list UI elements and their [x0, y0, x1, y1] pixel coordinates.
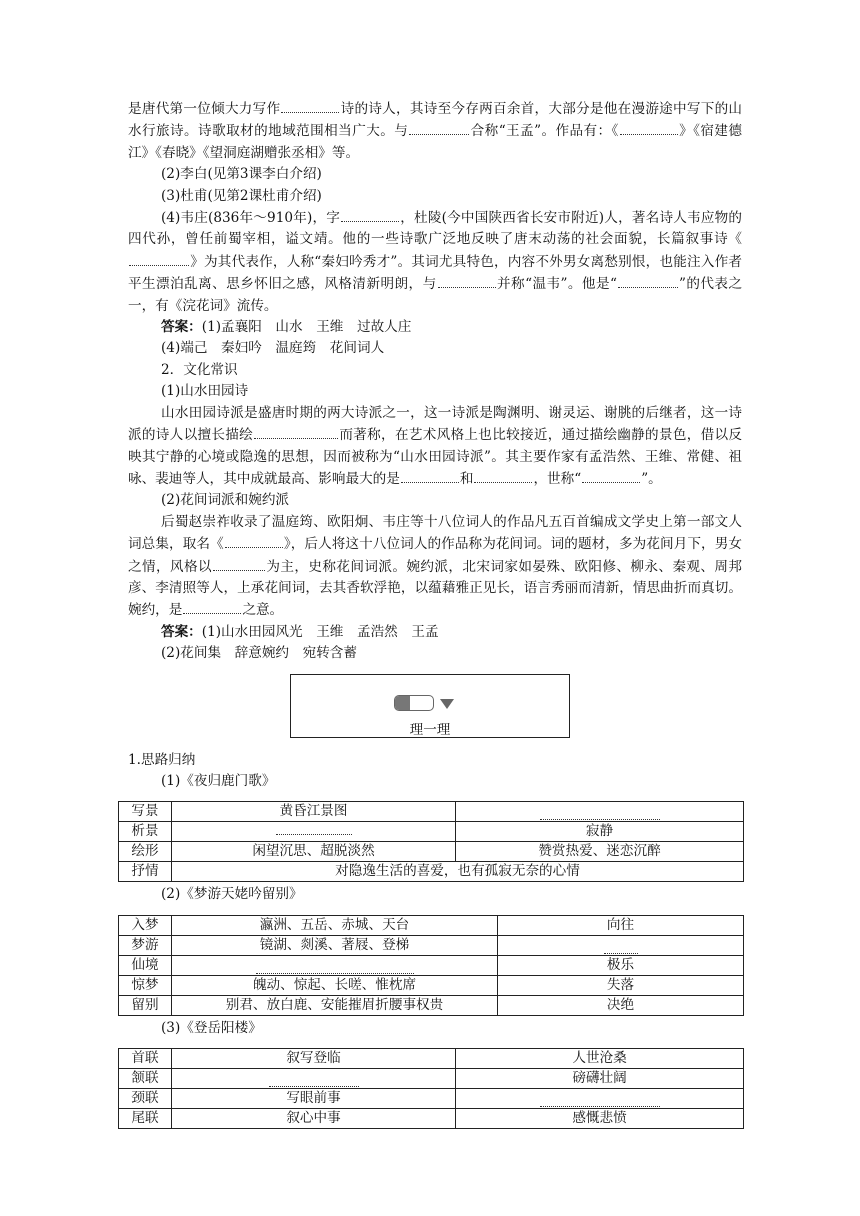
- table-cell: 写眼前事: [172, 1089, 456, 1109]
- answer-line: [128, 317, 742, 338]
- table-cell: 人世沧桑: [456, 1049, 744, 1069]
- table-row: [119, 995, 744, 1015]
- table-title: (3)《登岳阳楼》: [161, 1019, 262, 1036]
- fill-blank: [618, 273, 678, 288]
- text: 为主，史称花间词派。婉约派，北宋词家如晏殊、欧阳修、柳永、秦观、周邦彦、李清照等人，上承花间词，去其香软浮艳，以蕴藉雅正见长，语言秀丽而清新，情思曲折而真切。婉约，是: [128, 558, 742, 619]
- table-row: [119, 842, 744, 862]
- table-cell: 向往: [498, 915, 744, 935]
- fill-blank: [401, 468, 459, 483]
- row-label: 绘形: [119, 842, 172, 862]
- section-heading: 1.思路归纳: [128, 751, 196, 768]
- fill-blank: [225, 533, 283, 548]
- table-yueyang-tower: [118, 1048, 744, 1129]
- table-cell: [172, 822, 456, 842]
- text: (1)山水田园风光 王维 孟浩然 王孟: [201, 623, 439, 640]
- fill-blank: [341, 207, 399, 222]
- table-row: [119, 915, 744, 935]
- fill-blank: [582, 468, 640, 483]
- fill-blank: [256, 961, 414, 974]
- table-cell: 感慨悲愤: [456, 1109, 744, 1129]
- table-row: [119, 802, 744, 822]
- fill-blank: [183, 599, 241, 614]
- text: 并称“温韦”。他是“: [496, 276, 617, 293]
- table-night-return: [118, 801, 744, 882]
- row-label: 析景: [119, 822, 172, 842]
- table-title: (1)《夜归鹿门歌》: [161, 772, 276, 789]
- fill-blank: [213, 556, 265, 571]
- row-label: 首联: [119, 1049, 172, 1069]
- table-cell: 磅礴壮阔: [456, 1069, 744, 1089]
- text: 》为其代表作，人称“秦妇吟秀才”。其词尤具特色，内容不外男女离愁别恨，也能注入作者平生漂泊乱离、思乡怀旧之感，风格清新明朗，与: [128, 253, 742, 293]
- answer-label: 答案：: [161, 623, 202, 640]
- table-cell: 决绝: [498, 995, 744, 1015]
- row-label: 惊梦: [119, 975, 172, 995]
- table-cell: 闲望沉思、超脱淡然: [172, 842, 456, 862]
- table-cell: [456, 1089, 744, 1109]
- table-cell: 魄动、惊起、长嗟、惟枕席: [172, 975, 498, 995]
- answer-line: [128, 622, 742, 643]
- table-row: [119, 955, 744, 975]
- row-label: 梦游: [119, 935, 172, 955]
- fill-blank: [474, 468, 532, 483]
- table-cell: 瀛洲、五岳、赤城、天台: [172, 915, 498, 935]
- answer-line: (2)花间集 辞意婉约 宛转含蓄: [161, 645, 357, 662]
- fill-blank: [129, 251, 189, 266]
- fill-blank: [409, 120, 469, 135]
- row-label: 写景: [119, 802, 172, 822]
- text: 后蜀赵崇祚收录了温庭筠、欧阳炯、韦庄等十八位词人的作品凡五百首编成文学史上第一部文人词总集，取名《: [128, 513, 742, 553]
- fill-blank: [620, 120, 678, 135]
- table-cell: 极乐: [498, 955, 744, 975]
- text: 而著称，在艺术风格上也比较接近，通过描绘幽静的景色，借以反映其宁静的心境或隐逸的思想，因而被称为“山水田园诗派”。其主要作家有孟浩然、王维、常健、祖咏、裴迪等人，其中成就最高、影响最大的是: [128, 427, 743, 487]
- text: (4)韦庄(836年～910年)，字: [161, 210, 341, 227]
- fill-blank: [540, 807, 660, 820]
- section-heading: 2．文化常识: [161, 361, 238, 378]
- li-bai-line: (2)李白(见第3课李白介绍): [161, 166, 322, 183]
- document-page: [128, 98, 742, 1129]
- table-cell: [498, 935, 744, 955]
- huajian-paragraph: [128, 512, 742, 622]
- text: ”的代表之一，有《浣花词》流传。: [128, 276, 742, 314]
- table-cell: 对隐逸生活的喜爱，也有孤寂无奈的心情: [172, 862, 744, 882]
- fill-blank: [269, 1074, 359, 1087]
- text: 合称“王孟”。作品有：《: [470, 123, 619, 140]
- row-label: 尾联: [119, 1109, 172, 1129]
- table-row: [119, 975, 744, 995]
- text: 是唐代第一位倾大力写作: [128, 101, 281, 117]
- text: 和: [459, 470, 474, 487]
- table-cell: [172, 955, 498, 975]
- table-cell: 黄昏江景图: [172, 802, 456, 822]
- table-row: [119, 822, 744, 842]
- fill-blank: [540, 1094, 660, 1107]
- shanshui-paragraph: [128, 403, 742, 491]
- fill-blank: [438, 273, 496, 288]
- table-cell: [456, 802, 744, 822]
- section-banner: [290, 674, 570, 738]
- wei-zhuang-paragraph: [128, 207, 742, 317]
- table-cell: 叙写登临: [172, 1049, 456, 1069]
- table-cell: [172, 1069, 456, 1089]
- text: 之意。: [242, 602, 284, 619]
- text: ，杜陵(今中国陕西省长安市附近)人，著名诗人韦应物的四代孙，曾任前蜀宰相，谥文靖。他的一些诗歌广泛地反映了唐末动荡的社会面貌，长篇叙事诗《: [128, 210, 742, 248]
- table-dream-tianmu: [118, 915, 744, 1016]
- fill-blank: [276, 822, 352, 835]
- text: 山水田园诗派是盛唐时期的两大诗派之一，这一诗派是陶渊明、谢灵运、谢朓的后继者，这一诗派的诗人以擅长描绘: [128, 404, 742, 444]
- table-title: (2)《梦游天姥吟留别》: [161, 886, 303, 903]
- text: 》，后人将这十八位词人的作品称为花间词。词的题材，多为花间月下，男女之情，风格以: [128, 536, 742, 575]
- table-cell: 镜湖、剡溪、著屐、登梯: [172, 935, 498, 955]
- fill-blank: [604, 941, 638, 954]
- table-row: [119, 1089, 744, 1109]
- text: ，世称“: [533, 470, 582, 487]
- row-label: 留别: [119, 995, 172, 1015]
- row-label: 仙境: [119, 955, 172, 975]
- fill-blank: [254, 424, 338, 439]
- answer-label: 答案：: [161, 319, 202, 336]
- du-fu-line: (3)杜甫(见第2课杜甫介绍): [161, 187, 322, 204]
- row-label: 抒情: [119, 862, 172, 882]
- table-row: [119, 1069, 744, 1089]
- table-row: [119, 862, 744, 882]
- table-cell: 寂静: [456, 822, 744, 842]
- toggle-icon: [394, 695, 434, 711]
- table-row: [119, 935, 744, 955]
- table-cell: 失落: [498, 975, 744, 995]
- text: ”。: [641, 470, 662, 487]
- banner-label: 理一理: [409, 721, 451, 738]
- table-row: [119, 1049, 744, 1069]
- meng-paragraph: [128, 98, 742, 164]
- row-label: 入梦: [119, 915, 172, 935]
- subheading: (1)山水田园诗: [161, 383, 249, 400]
- table-row: [119, 1109, 744, 1129]
- table-cell: 赞赏热爱、迷恋沉醉: [456, 842, 744, 862]
- table-cell: 叙心中事: [172, 1109, 456, 1129]
- subheading: (2)花间词派和婉约派: [161, 492, 290, 509]
- row-label: 颈联: [119, 1089, 172, 1109]
- table-cell: 别君、放白鹿、安能摧眉折腰事权贵: [172, 995, 498, 1015]
- triangle-down-icon: [440, 699, 454, 709]
- row-label: 颔联: [119, 1069, 172, 1089]
- answer-line: (4)端己 秦妇吟 温庭筠 花间词人: [161, 340, 385, 357]
- fill-blank: [281, 98, 339, 113]
- text: 》《宿建德江》《春晓》《望洞庭湖赠张丞相》等。: [128, 123, 742, 161]
- text: (1)孟襄阳 山水 王维 过故人庄: [201, 319, 412, 336]
- text: 诗的诗人，其诗至今存两百余首，大部分是他在漫游途中写下的山水行旅诗。诗歌取材的地域范围相当广大。与: [128, 101, 743, 140]
